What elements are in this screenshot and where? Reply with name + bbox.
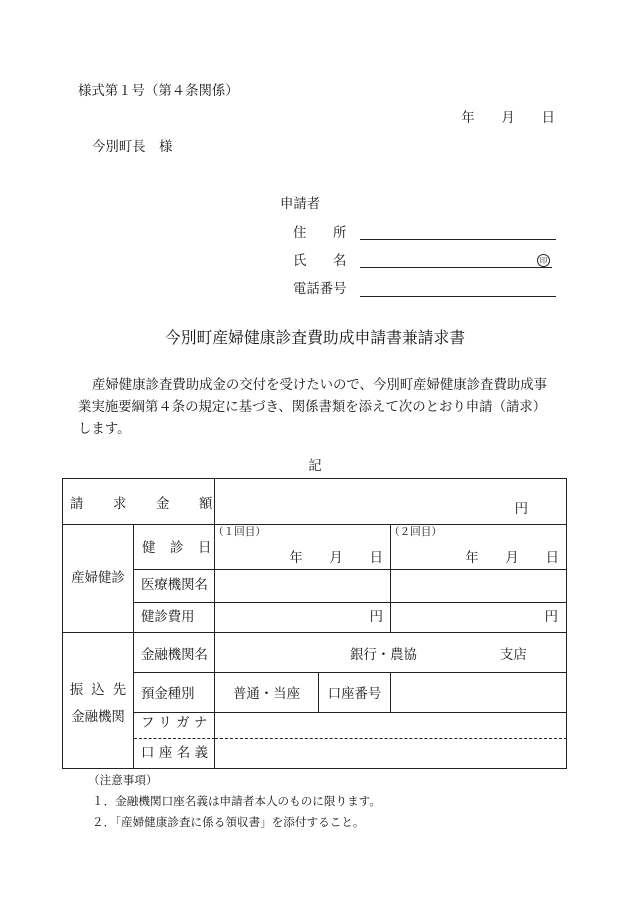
addressee: 今別町長 様 <box>92 140 173 155</box>
application-date-blank: 年 月 日 <box>461 111 555 126</box>
first-visit-fee-unit: 円 <box>369 609 383 625</box>
checkup-date-label-cell <box>134 525 226 570</box>
second-visit-label: （２回目） <box>389 526 442 538</box>
claim-amount-label: 請求金額 <box>70 496 242 512</box>
deposit-type-label-cell <box>134 673 215 713</box>
second-visit-fee-unit: 円 <box>544 609 558 625</box>
name-label: 氏名 <box>293 254 373 269</box>
phone-label: 電話番号 <box>293 282 347 297</box>
second-visit-date-cell <box>391 525 567 570</box>
checkup-date-label: 健診日 <box>142 540 226 556</box>
institution-value-cell <box>215 633 567 673</box>
account-number-label: 口座番号 <box>327 686 382 702</box>
claim-amount-value-cell <box>215 479 567 525</box>
clinic-label: 医療機関名 <box>141 578 208 593</box>
deposit-type-value-cell <box>215 673 319 713</box>
account-holder-value-cell <box>215 739 567 769</box>
checkup-group-label-cell <box>63 525 134 633</box>
institution-label-cell <box>134 633 215 673</box>
checkup-fee-label-cell <box>134 603 215 633</box>
account-number-value-cell <box>391 673 567 713</box>
first-visit-date-blank: 年 月 日 <box>289 551 383 566</box>
kana-label: フリガナ <box>141 716 212 731</box>
bank-group-label-line1: 振込先 <box>69 682 135 698</box>
applicant-heading: 申請者 <box>280 197 321 212</box>
notes-heading: （注意事項） <box>88 773 158 787</box>
name-write-line <box>360 267 552 268</box>
first-visit-label: （１回目） <box>213 526 266 538</box>
note-item: １．金融機関口座名義は申請者本人のものに限ります。 <box>92 794 381 808</box>
second-visit-fee-cell <box>391 603 567 633</box>
account-holder-label: 口座名義 <box>141 745 213 761</box>
request-paragraph <box>78 375 547 441</box>
branch-text: 支店 <box>500 648 527 663</box>
account-number-label-cell <box>319 673 391 713</box>
checkup-fee-label: 健診費用 <box>141 609 195 625</box>
address-label: 住所 <box>293 226 373 241</box>
paragraph-line: します。 <box>78 422 131 437</box>
account-holder-label-cell <box>134 739 215 769</box>
claim-amount-unit: 円 <box>514 502 528 517</box>
record-heading: 記 <box>308 459 322 474</box>
bank-group-label-line2: 金融機関 <box>71 709 125 725</box>
seal-icon: 印 <box>537 254 550 267</box>
claim-details-table <box>62 478 567 769</box>
paragraph-line: 業実施要綱第４条の規定に基づき、関係書類を添えて次のとおり申請（請求） <box>78 400 547 415</box>
address-write-line <box>360 239 556 240</box>
clinic-label-cell <box>134 570 215 603</box>
claim-amount-label-cell <box>63 479 242 525</box>
kana-label-cell <box>134 713 215 739</box>
second-visit-clinic-cell <box>391 570 567 603</box>
bank-group-label-cell <box>63 633 134 769</box>
checkup-group-label: 産婦健診 <box>71 570 125 586</box>
document-title: 今別町産婦健康診査費助成申請書兼請求書 <box>164 328 466 347</box>
deposit-type-label: 預金種別 <box>141 686 195 702</box>
second-visit-date-blank: 年 月 日 <box>465 551 559 566</box>
deposit-type-options: 普通・当座 <box>233 686 300 702</box>
kana-value-cell <box>215 713 567 739</box>
form-number: 様式第１号（第４条関係） <box>78 84 239 99</box>
first-visit-date-cell <box>215 525 391 570</box>
institution-label: 金融機関名 <box>141 647 208 663</box>
first-visit-clinic-cell <box>215 570 391 603</box>
paragraph-line: 産婦健康診査費助成金の交付を受けたいので、今別町産婦健康診査費助成事 <box>92 378 548 393</box>
first-visit-fee-cell <box>215 603 391 633</box>
note-item: ２．「産婦健康診査に係る領収書」を添付すること。 <box>92 815 365 829</box>
phone-write-line <box>360 296 556 297</box>
institution-type-text: 銀行・農協 <box>350 648 417 663</box>
